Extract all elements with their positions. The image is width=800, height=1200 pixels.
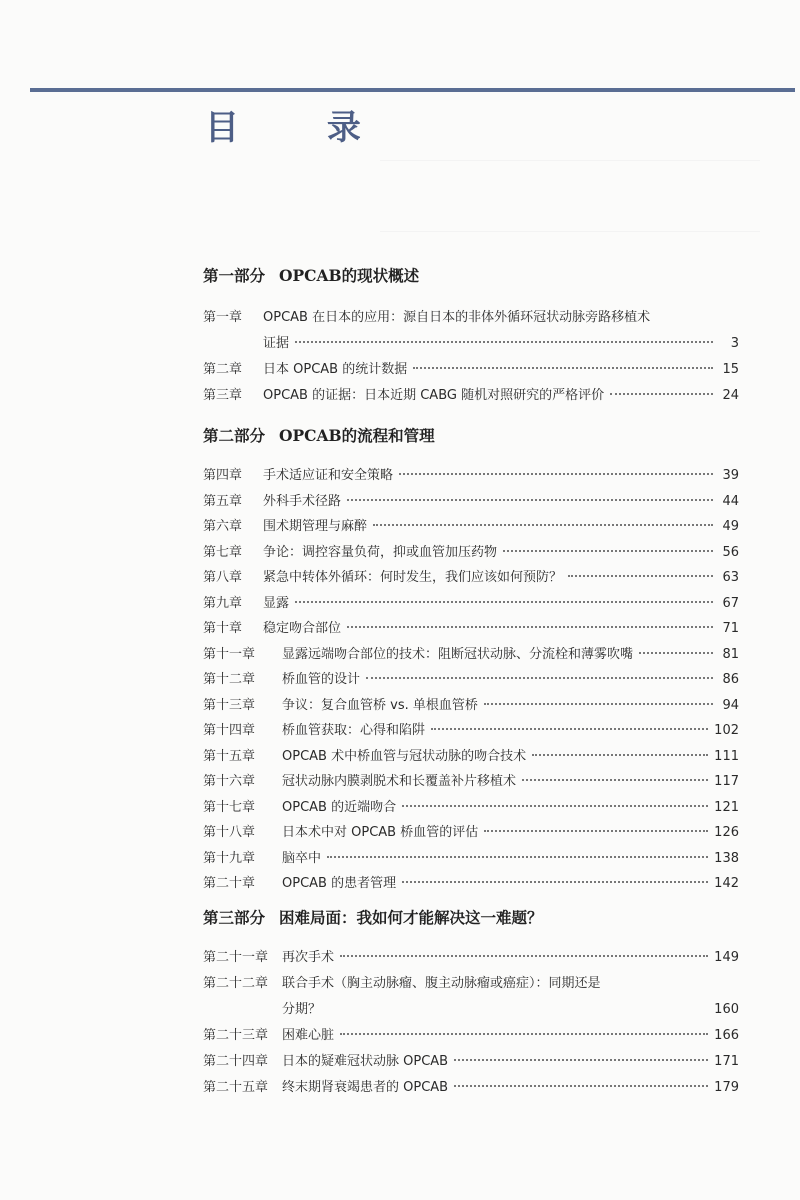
background-watermark [380, 160, 760, 232]
chapter-number: 第二十三章 [203, 1028, 269, 1043]
leader-dots [402, 805, 708, 807]
chapter-number: 第九章 [203, 595, 243, 611]
page-number: 3 [730, 336, 739, 351]
chapter-title-continued: 分期？ [282, 1002, 322, 1017]
leader-dots [431, 728, 708, 730]
header-rule [30, 88, 795, 92]
chapter-number: 第三章 [203, 388, 243, 403]
leader-dots [373, 524, 713, 526]
leader-dots [610, 393, 713, 395]
chapter-title: 争论：调控容量负荷，抑或血管加压药物 [263, 544, 498, 560]
page-number: 71 [722, 621, 739, 636]
page-number: 160 [714, 1002, 739, 1017]
chapter-number: 第一章 [203, 310, 243, 325]
chapter-number: 第十五章 [203, 748, 256, 764]
chapter-number: 第二十章 [203, 876, 256, 891]
toc-entry[interactable] [203, 745, 739, 767]
toc-entry[interactable] [203, 668, 739, 690]
page-number: 39 [722, 468, 739, 483]
leader-dots [454, 1059, 708, 1061]
leader-dots [568, 575, 713, 577]
chapter-title: 桥血管的设计 [282, 672, 361, 687]
chapter-number: 第十章 [203, 621, 243, 636]
leader-dots [532, 754, 708, 756]
leader-dots [366, 677, 713, 679]
page-number: 63 [722, 570, 739, 585]
chapter-title: OPCAB 的证据：日本近期 CABG 随机对照研究的严格评价 [263, 388, 605, 403]
leader-dots [340, 955, 708, 957]
toc-entry[interactable] [203, 694, 739, 716]
chapter-number: 第十三章 [203, 697, 256, 713]
chapter-title: OPCAB 术中桥血管与冠状动脉的吻合技术 [282, 748, 527, 764]
leader-dots [503, 550, 713, 552]
leader-dots [402, 881, 708, 883]
chapter-title-continued: 证据 [263, 336, 290, 351]
chapter-number: 第二十二章 [203, 976, 269, 991]
page-number: 67 [722, 595, 739, 611]
leader-dots [327, 856, 708, 858]
leader-dots [522, 779, 708, 781]
chapter-number: 第四章 [203, 468, 243, 483]
page-number: 149 [714, 950, 739, 965]
chapter-title: 手术适应证和安全策略 [263, 468, 394, 483]
chapter-title: 稳定吻合部位 [263, 621, 342, 636]
page-number: 102 [714, 723, 739, 738]
chapter-number: 第二十五章 [203, 1080, 269, 1095]
chapter-number: 第十二章 [203, 672, 256, 687]
part-number: 第三部分 [203, 908, 266, 927]
toc-entry[interactable] [203, 796, 739, 818]
toc-entry[interactable] [203, 847, 739, 869]
chapter-title: 日本术中对 OPCAB 桥血管的评估 [282, 825, 479, 840]
chapter-title: 脑卒中 [282, 850, 322, 866]
chapter-number: 第十八章 [203, 825, 256, 840]
chapter-number: 第二十四章 [203, 1054, 269, 1069]
chapter-title: 困难心脏 [282, 1028, 335, 1043]
toc-entry[interactable] [203, 872, 739, 894]
toc-entry[interactable] [203, 490, 739, 512]
toc-entry[interactable] [203, 719, 739, 741]
leader-dots [413, 367, 713, 369]
toc-entry[interactable] [203, 384, 739, 406]
chapter-number: 第十一章 [203, 646, 256, 662]
part-number: 第一部分 [203, 266, 266, 285]
part-heading [203, 264, 419, 286]
page-title: 目 录 [205, 108, 399, 148]
toc-entry[interactable] [203, 946, 739, 968]
leader-dots [340, 1033, 708, 1035]
chapter-title: 桥血管获取：心得和陷阱 [282, 723, 426, 738]
toc-entry[interactable] [203, 972, 739, 994]
toc-entry[interactable] [203, 643, 739, 665]
toc-entry[interactable] [203, 515, 739, 537]
page-number: 138 [714, 850, 739, 866]
page-number: 49 [722, 519, 739, 534]
leader-dots [399, 473, 713, 475]
chapter-number: 第十九章 [203, 850, 256, 866]
page-number: 142 [714, 876, 739, 891]
chapter-number: 第十四章 [203, 723, 256, 738]
toc-entry[interactable] [203, 821, 739, 843]
toc-entry[interactable] [203, 566, 739, 588]
chapter-number: 第十六章 [203, 774, 256, 789]
toc-entry[interactable] [203, 617, 739, 639]
leader-dots [295, 341, 713, 343]
page-number: 81 [722, 646, 739, 662]
chapter-title: OPCAB 在日本的应用：源自日本的非体外循环冠状动脉旁路移植术 [263, 310, 651, 325]
chapter-title: 显露远端吻合部位的技术：阻断冠状动脉、分流栓和薄雾吹嘴 [282, 646, 634, 662]
chapter-title: 日本的疑难冠状动脉 OPCAB [282, 1054, 449, 1069]
chapter-number: 第八章 [203, 570, 243, 585]
chapter-title: 日本 OPCAB 的统计数据 [263, 362, 408, 377]
page-number: 94 [722, 697, 739, 713]
leader-dots [484, 703, 713, 705]
part-heading [203, 906, 543, 928]
chapter-title: 显露 [263, 595, 290, 611]
chapter-number: 第六章 [203, 519, 243, 534]
page-number: 86 [722, 672, 739, 687]
chapter-title: 外科手术径路 [263, 493, 342, 509]
chapter-title: 围术期管理与麻醉 [263, 519, 368, 534]
chapter-number: 第二十一章 [203, 950, 269, 965]
chapter-number: 第十七章 [203, 799, 256, 815]
page-number: 179 [714, 1080, 739, 1095]
chapter-title: 终末期肾衰竭患者的 OPCAB [282, 1080, 449, 1095]
page-number: 24 [722, 388, 739, 403]
chapter-title: 再次手术 [282, 950, 335, 965]
leader-dots [347, 626, 713, 628]
page-number: 15 [722, 362, 739, 377]
leader-dots [295, 601, 713, 603]
page-number: 171 [714, 1054, 739, 1069]
chapter-number: 第二章 [203, 362, 243, 377]
toc-entry[interactable] [203, 1076, 739, 1098]
part-title: OPCAB的现状概述 [279, 266, 420, 285]
part-title: OPCAB的流程和管理 [279, 426, 435, 445]
toc-entry[interactable] [203, 592, 739, 614]
chapter-number: 第五章 [203, 493, 243, 509]
chapter-title: 冠状动脉内膜剥脱术和长覆盖补片移植术 [282, 774, 517, 789]
toc-entry[interactable] [203, 770, 739, 792]
leader-dots [454, 1085, 708, 1087]
chapter-title: 联合手术（胸主动脉瘤、腹主动脉瘤或癌症）：同期还是 [282, 976, 601, 991]
toc-entry[interactable] [203, 464, 739, 486]
chapter-title: OPCAB 的患者管理 [282, 876, 397, 891]
chapter-title: 紧急中转体外循环：何时发生，我们应该如何预防？ [263, 570, 563, 585]
page-number: 166 [714, 1028, 739, 1043]
leader-dots [639, 652, 713, 654]
chapter-title: 争议：复合血管桥 vs. 单根血管桥 [282, 697, 478, 713]
page-number: 121 [714, 799, 739, 815]
page-number: 44 [722, 493, 739, 509]
toc-entry-continuation[interactable] [282, 998, 739, 1020]
toc-entry[interactable] [203, 541, 739, 563]
toc-entry[interactable] [203, 1050, 739, 1072]
leader-dots [484, 830, 708, 832]
leader-dots [347, 499, 713, 501]
chapter-number: 第七章 [203, 544, 243, 560]
page-number: 56 [722, 544, 739, 560]
toc-entry[interactable] [203, 1024, 739, 1046]
toc-entry-continuation[interactable] [263, 332, 739, 354]
page-number: 117 [714, 774, 739, 789]
page-number: 111 [714, 748, 739, 764]
chapter-title: OPCAB 的近端吻合 [282, 799, 397, 815]
page-number: 126 [714, 825, 739, 840]
part-title: 困难局面：我如何才能解决这一难题？ [279, 908, 543, 927]
toc-entry[interactable] [203, 306, 739, 328]
part-number: 第二部分 [203, 426, 266, 445]
toc-entry[interactable] [203, 358, 739, 380]
part-heading [203, 424, 435, 446]
